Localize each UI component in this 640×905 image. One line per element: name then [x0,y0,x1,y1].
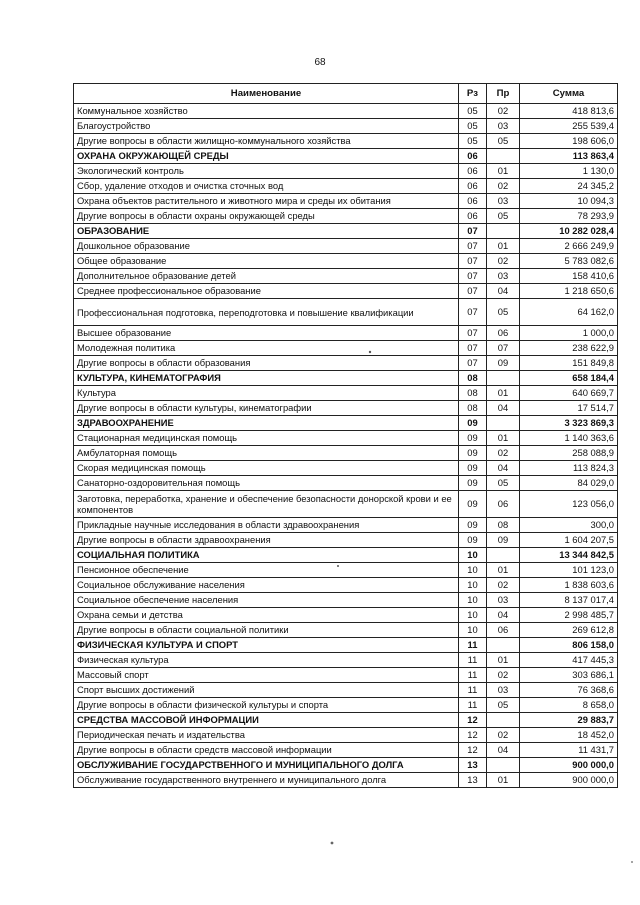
cell-pr: 05 [487,698,520,713]
cell-sum: 64 162,0 [520,299,618,326]
scan-speck [337,565,339,567]
cell-pr: 05 [487,209,520,224]
cell-pr: 01 [487,653,520,668]
cell-sum: 123 056,0 [520,491,618,518]
cell-pr: 04 [487,743,520,758]
cell-name: Социальное обеспечение населения [74,593,459,608]
cell-name: Высшее образование [74,326,459,341]
cell-rz: 09 [459,416,487,431]
cell-name: Заготовка, переработка, хранение и обеспечение безопасности донорской крови и ее компонентов [74,491,459,518]
cell-rz: 09 [459,518,487,533]
cell-sum: 658 184,4 [520,371,618,386]
cell-pr: 09 [487,356,520,371]
cell-rz: 07 [459,326,487,341]
cell-pr: 05 [487,476,520,491]
cell-rz: 10 [459,593,487,608]
cell-sum: 8 137 017,4 [520,593,618,608]
cell-rz: 06 [459,179,487,194]
cell-rz: 07 [459,269,487,284]
cell-pr: 02 [487,104,520,119]
cell-rz: 06 [459,194,487,209]
cell-name: Массовый спорт [74,668,459,683]
cell-pr: 06 [487,491,520,518]
cell-name: Другие вопросы в области охраны окружающей среды [74,209,459,224]
cell-pr: 04 [487,608,520,623]
cell-sum: 1 838 603,6 [520,578,618,593]
cell-pr: 03 [487,683,520,698]
cell-name: Скорая медицинская помощь [74,461,459,476]
cell-name: СОЦИАЛЬНАЯ ПОЛИТИКА [74,548,459,563]
cell-sum: 1 000,0 [520,326,618,341]
cell-name: Охрана объектов растительного и животного мира и среды их обитания [74,194,459,209]
cell-name: Физическая культура [74,653,459,668]
cell-name: Общее образование [74,254,459,269]
cell-sum: 78 293,9 [520,209,618,224]
cell-pr: 07 [487,341,520,356]
cell-name: Другие вопросы в области культуры, кинематографии [74,401,459,416]
cell-name: ОХРАНА ОКРУЖАЮЩЕЙ СРЕДЫ [74,149,459,164]
cell-sum: 417 445,3 [520,653,618,668]
cell-sum: 900 000,0 [520,773,618,788]
cell-pr: 01 [487,563,520,578]
cell-rz: 11 [459,653,487,668]
cell-sum: 18 452,0 [520,728,618,743]
cell-name: ОБРАЗОВАНИЕ [74,224,459,239]
cell-sum: 24 345,2 [520,179,618,194]
header-pr: Пр [487,84,520,104]
cell-name: Другие вопросы в области средств массовой информации [74,743,459,758]
scan-speck [631,861,633,863]
cell-rz: 07 [459,341,487,356]
cell-sum: 3 323 869,3 [520,416,618,431]
scan-speck [369,351,371,353]
cell-sum: 2 666 249,9 [520,239,618,254]
cell-sum: 258 088,9 [520,446,618,461]
cell-sum: 1 130,0 [520,164,618,179]
cell-pr: 02 [487,446,520,461]
cell-sum: 1 604 207,5 [520,533,618,548]
cell-rz: 06 [459,149,487,164]
cell-rz: 09 [459,461,487,476]
header-sum: Сумма [520,84,618,104]
cell-sum: 10 094,3 [520,194,618,209]
cell-pr: 06 [487,326,520,341]
cell-rz: 13 [459,773,487,788]
header-name: Наименование [74,84,459,104]
cell-rz: 11 [459,638,487,653]
cell-name: Прикладные научные исследования в области здравоохранения [74,518,459,533]
cell-name: Другие вопросы в области физической культуры и спорта [74,698,459,713]
cell-rz: 07 [459,284,487,299]
cell-rz: 07 [459,356,487,371]
cell-sum: 17 514,7 [520,401,618,416]
cell-rz: 05 [459,119,487,134]
cell-name: ФИЗИЧЕСКАЯ КУЛЬТУРА И СПОРТ [74,638,459,653]
cell-name: Амбулаторная помощь [74,446,459,461]
cell-pr: 03 [487,119,520,134]
cell-pr: 02 [487,578,520,593]
cell-rz: 09 [459,446,487,461]
cell-name: Охрана семьи и детства [74,608,459,623]
cell-pr: 01 [487,773,520,788]
cell-name: Стационарная медицинская помощь [74,431,459,446]
cell-pr: 03 [487,593,520,608]
cell-pr: 01 [487,239,520,254]
cell-name: СРЕДСТВА МАССОВОЙ ИНФОРМАЦИИ [74,713,459,728]
cell-name: Другие вопросы в области социальной политики [74,623,459,638]
cell-sum: 238 622,9 [520,341,618,356]
cell-sum: 640 669,7 [520,386,618,401]
cell-sum: 10 282 028,4 [520,224,618,239]
cell-pr: 02 [487,668,520,683]
cell-name: Дополнительное образование детей [74,269,459,284]
cell-name: Пенсионное обеспечение [74,563,459,578]
cell-sum: 29 883,7 [520,713,618,728]
cell-sum: 151 849,8 [520,356,618,371]
cell-sum: 1 218 650,6 [520,284,618,299]
cell-name: Благоустройство [74,119,459,134]
cell-sum: 113 863,4 [520,149,618,164]
cell-pr: 02 [487,179,520,194]
cell-pr: 02 [487,254,520,269]
cell-name: Среднее профессиональное образование [74,284,459,299]
cell-pr: 06 [487,623,520,638]
scan-speck [331,842,334,845]
cell-rz: 10 [459,623,487,638]
cell-sum: 255 539,4 [520,119,618,134]
cell-name: Другие вопросы в области образования [74,356,459,371]
cell-rz: 09 [459,476,487,491]
cell-rz: 07 [459,224,487,239]
cell-rz: 12 [459,743,487,758]
cell-rz: 06 [459,164,487,179]
cell-rz: 11 [459,698,487,713]
cell-sum: 5 783 082,6 [520,254,618,269]
cell-name: Периодическая печать и издательства [74,728,459,743]
cell-pr: 05 [487,134,520,149]
cell-name: Дошкольное образование [74,239,459,254]
cell-name: Сбор, удаление отходов и очистка сточных вод [74,179,459,194]
cell-pr: 04 [487,284,520,299]
header-rz: Рз [459,84,487,104]
cell-rz: 08 [459,401,487,416]
cell-pr: 05 [487,299,520,326]
cell-pr: 04 [487,461,520,476]
cell-pr: 03 [487,269,520,284]
cell-sum: 303 686,1 [520,668,618,683]
cell-rz: 10 [459,563,487,578]
cell-rz: 08 [459,386,487,401]
cell-rz: 07 [459,239,487,254]
cell-pr: 02 [487,728,520,743]
cell-sum: 2 998 485,7 [520,608,618,623]
cell-name: Экологический контроль [74,164,459,179]
cell-rz: 11 [459,668,487,683]
cell-name: Санаторно-оздоровительная помощь [74,476,459,491]
cell-pr: 08 [487,518,520,533]
cell-rz: 06 [459,209,487,224]
cell-pr: 09 [487,533,520,548]
page-number: 68 [314,57,326,68]
cell-sum: 84 029,0 [520,476,618,491]
cell-name: Коммунальное хозяйство [74,104,459,119]
cell-pr: 03 [487,194,520,209]
cell-name: Спорт высших достижений [74,683,459,698]
cell-rz: 09 [459,491,487,518]
cell-rz: 09 [459,431,487,446]
cell-rz: 07 [459,254,487,269]
cell-sum: 418 813,6 [520,104,618,119]
cell-pr: 01 [487,431,520,446]
cell-sum: 806 158,0 [520,638,618,653]
cell-rz: 10 [459,578,487,593]
cell-rz: 07 [459,299,487,326]
cell-name: Социальное обслуживание населения [74,578,459,593]
cell-pr: 04 [487,401,520,416]
cell-rz: 12 [459,713,487,728]
cell-rz: 10 [459,608,487,623]
cell-sum: 269 612,8 [520,623,618,638]
cell-sum: 113 824,3 [520,461,618,476]
cell-name: Культура [74,386,459,401]
cell-rz: 13 [459,758,487,773]
cell-sum: 76 368,6 [520,683,618,698]
cell-name: Молодежная политика [74,341,459,356]
cell-rz: 10 [459,548,487,563]
cell-sum: 1 140 363,6 [520,431,618,446]
cell-sum: 158 410,6 [520,269,618,284]
cell-name: КУЛЬТУРА, КИНЕМАТОГРАФИЯ [74,371,459,386]
cell-rz: 09 [459,533,487,548]
cell-rz: 05 [459,104,487,119]
cell-sum: 8 658,0 [520,698,618,713]
cell-pr: 01 [487,164,520,179]
cell-rz: 08 [459,371,487,386]
cell-name: Другие вопросы в области жилищно-коммунального хозяйства [74,134,459,149]
cell-sum: 300,0 [520,518,618,533]
cell-rz: 05 [459,134,487,149]
cell-name: ЗДРАВООХРАНЕНИЕ [74,416,459,431]
cell-sum: 198 606,0 [520,134,618,149]
cell-rz: 12 [459,728,487,743]
cell-sum: 11 431,7 [520,743,618,758]
cell-name: Обслуживание государственного внутреннего и муниципального долга [74,773,459,788]
cell-sum: 13 344 842,5 [520,548,618,563]
cell-sum: 101 123,0 [520,563,618,578]
cell-sum: 900 000,0 [520,758,618,773]
cell-name: Другие вопросы в области здравоохранения [74,533,459,548]
cell-pr: 01 [487,386,520,401]
cell-name: ОБСЛУЖИВАНИЕ ГОСУДАРСТВЕННОГО И МУНИЦИПАЛЬНОГО ДОЛГА [74,758,459,773]
cell-name: Профессиональная подготовка, переподготовка и повышение квалификации [74,299,459,326]
cell-rz: 11 [459,683,487,698]
